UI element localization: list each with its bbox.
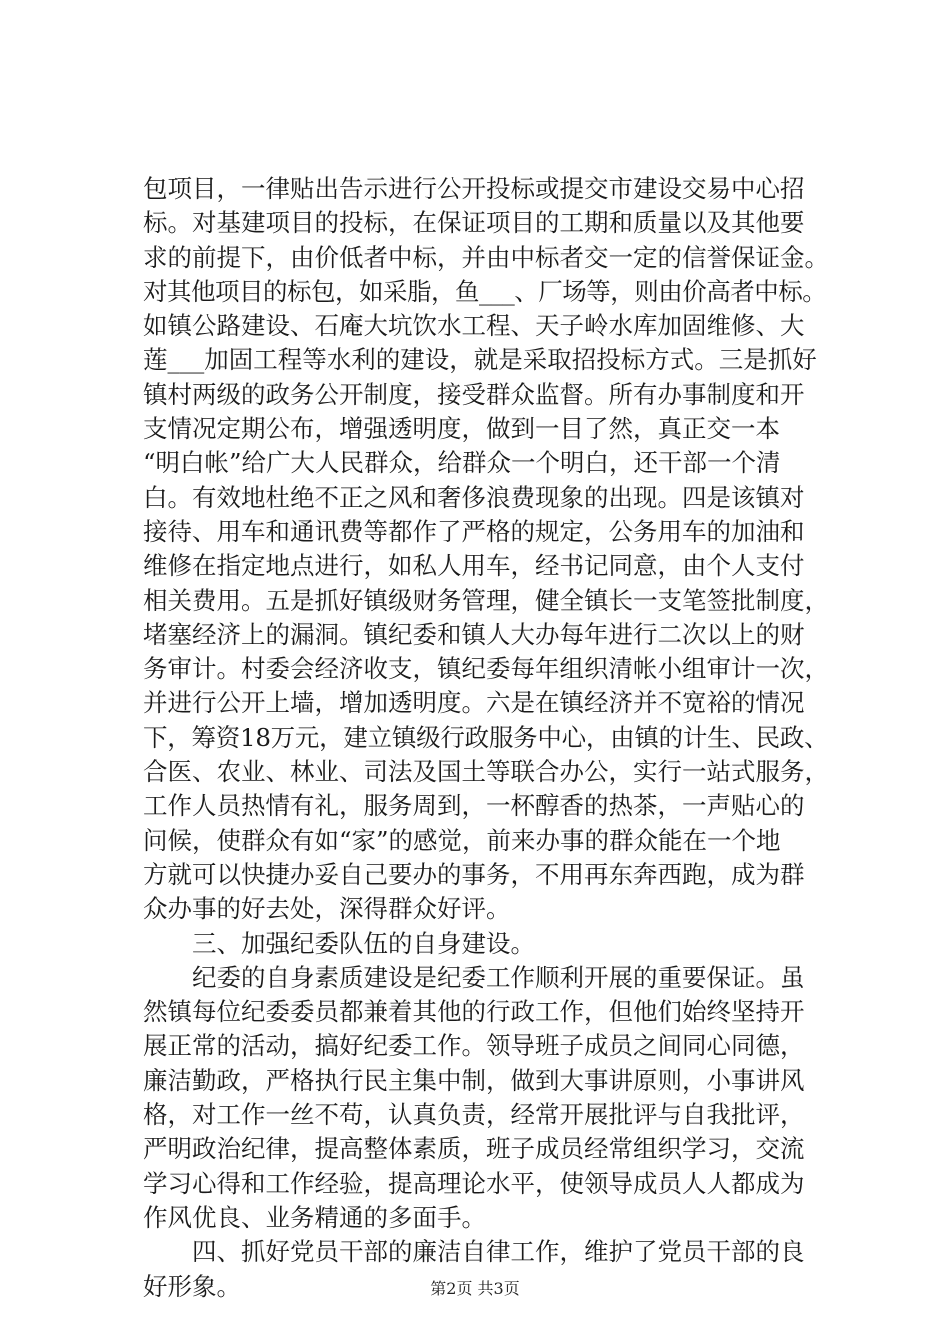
text-line: 纪委的自身素质建设是纪委工作顺利开展的重要保证。虽 — [143, 962, 805, 992]
document-body — [143, 172, 833, 1304]
text-line: 格，对工作一丝不苟，认真负责，经常开展批评与自我批评， — [143, 1100, 805, 1130]
text-line: 展正常的活动，搞好纪委工作。领导班子成员之间同心同德， — [143, 1031, 805, 1061]
page-number-footer: 第2页 共3页 — [430, 1279, 520, 1298]
text-line: 支情况定期公布，增强透明度，做到一目了然，真正交一本 — [143, 414, 780, 444]
text-line: 对其他项目的标包，如采脂，鱼___、厂场等，则由价高者中标。 — [143, 276, 827, 306]
text-line: “明白帐”给广大人民群众，给群众一个明白，还干部一个清 — [143, 448, 781, 478]
text-line: 维修在指定地点进行，如私人用车，经书记同意，由个人支付 — [143, 551, 805, 581]
text-line: 镇村两级的政务公开制度，接受群众监督。所有办事制度和开 — [143, 379, 805, 409]
text-line: 好形象。 — [143, 1271, 241, 1301]
text-line: 莲___加固工程等水利的建设，就是采取招投标方式。三是抓好 — [143, 345, 817, 375]
text-line: 包项目，一律贴出告示进行公开投标或提交市建设交易中心招 — [143, 174, 805, 203]
text-line: 求的前提下，由价低者中标，并由中标者交一定的信誉保证金。 — [143, 242, 829, 272]
section-heading: 三、加强纪委队伍的自身建设。 — [143, 928, 535, 958]
text-line: 接待、用车和通讯费等都作了严格的规定，公务用车的加油和 — [143, 516, 805, 546]
text-line: 作风优良、业务精通的多面手。 — [143, 1202, 486, 1232]
text-line: 并进行公开上墙，增加透明度。六是在镇经济并不宽裕的情况 — [143, 688, 805, 718]
text-line: 相关费用。五是抓好镇级财务管理，健全镇长一支笔签批制度， — [143, 585, 829, 615]
text-line: 廉洁勤政，严格执行民主集中制，做到大事讲原则，小事讲风 — [143, 1065, 805, 1095]
text-line: 标。对基建项目的投标，在保证项目的工期和质量以及其他要 — [143, 208, 805, 238]
text-line: 学习心得和工作经验，提高理论水平，使领导成员人人都成为 — [143, 1168, 805, 1198]
text-line: 务审计。村委会经济收支，镇纪委每年组织清帐小组审计一次， — [143, 654, 829, 684]
text-line: 方就可以快捷办妥自己要办的事务，不用再东奔西跑，成为群 — [143, 859, 805, 889]
text-line: 然镇每位纪委委员都兼着其他的行政工作，但他们始终坚持开 — [143, 997, 805, 1027]
section-heading: 四、抓好党员干部的廉洁自律工作，维护了党员干部的良 — [143, 1237, 805, 1267]
text-line: 如镇公路建设、石庵大坑饮水工程、天子岭水库加固维修、大 — [143, 311, 805, 341]
text-line: 白。有效地杜绝不正之风和奢侈浪费现象的出现。四是该镇对 — [143, 482, 805, 512]
text-line: 堵塞经济上的漏洞。镇纪委和镇人大办每年进行二次以上的财 — [143, 619, 805, 649]
text-line: 问候，使群众有如“家”的感觉，前来办事的群众能在一个地 — [143, 825, 781, 855]
text-line: 合医、农业、林业、司法及国土等联合办公，实行一站式服务， — [143, 757, 829, 787]
text-line: 众办事的好去处，深得群众好评。 — [143, 894, 511, 924]
text-line: 严明政治纪律，提高整体素质，班子成员经常组织学习，交流 — [143, 1134, 805, 1164]
text-line: 工作人员热情有礼，服务周到，一杯醇香的热茶，一声贴心的 — [143, 791, 805, 821]
text-line: 下，筹资18万元，建立镇级行政服务中心，由镇的计生、民政、 — [143, 722, 829, 752]
